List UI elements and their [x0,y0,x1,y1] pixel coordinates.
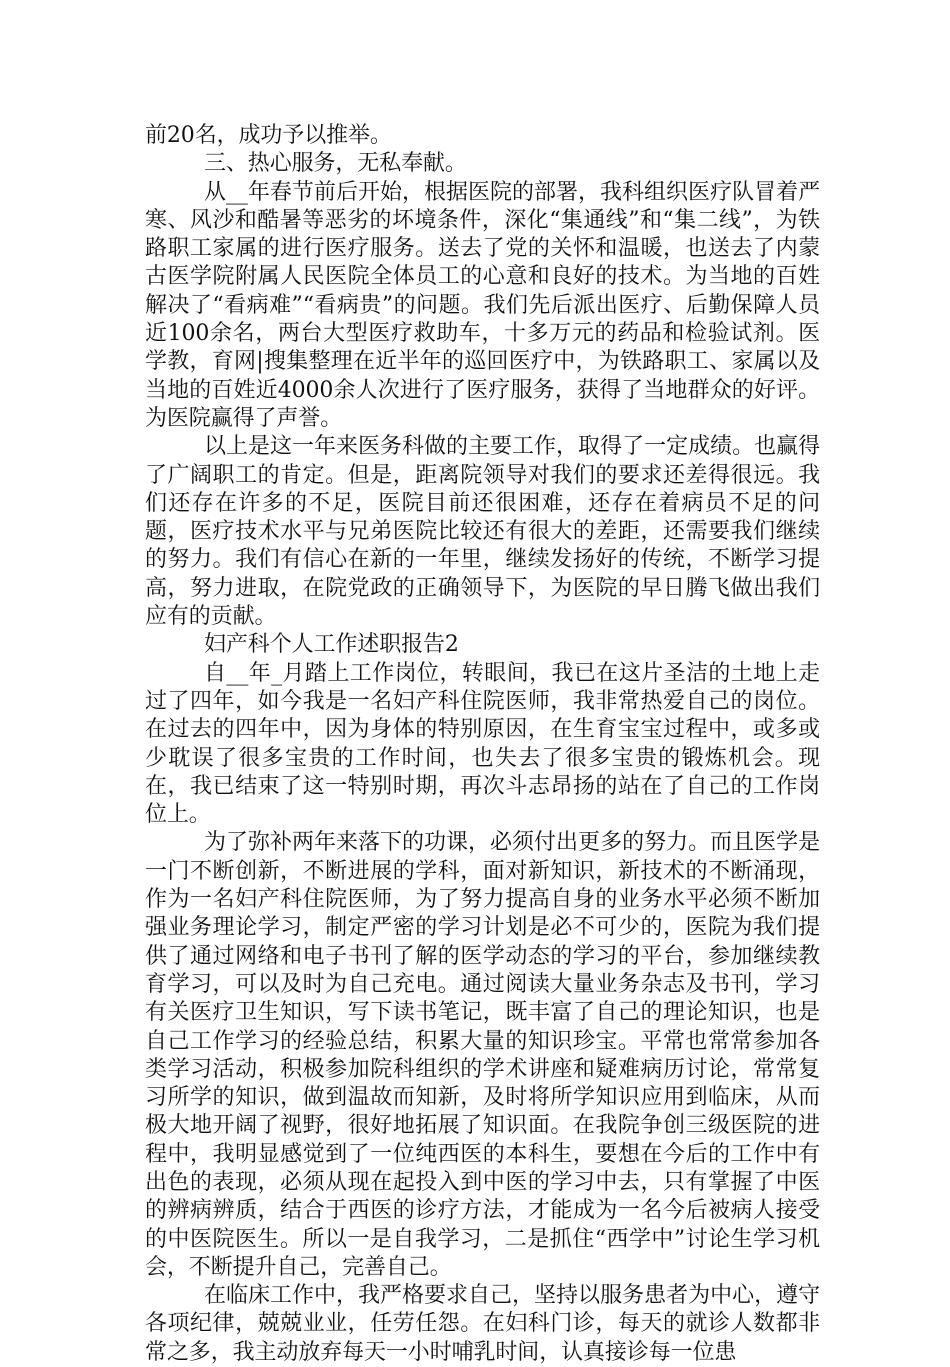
paragraph-clinical-work: 在临床工作中，我严格要求自己，坚持以服务患者为中心，遵守各项纪律，兢兢业业，任劳任怨。在妇科门诊，每天的就诊人数都非常之多，我主动放弃每天一小时哺乳时间，认真接诊每一位患 [145,1283,820,1365]
paragraph-recommendation-result: 前20名，成功予以推举。 [145,123,392,148]
paragraph-railway-medical-service: 从__年春节前后开始，根据医院的部署，我科组织医疗队冒着严寒、风沙和酷暑等恶劣的坏境条件，深化“集通线”和“集二线”，为铁路职工家属的进行医疗服务。送去了党的关怀和温暖，也送去了内蒙古医学院附属人民医院全体员工的心意和良好的技术。为当地的百姓解决了“看病难”“看病贵”的问题。我们先后派出医疗、后勤保障人员近100余名，两台大型医疗救助车，十多万元的药品和检验试剂。医学教，育网|搜集整理在近半年的巡回医疗中，为铁路职工、家属以及当地的百姓近4000余人次进行了医疗服务，获得了当地群众的好评。为医院赢得了声誉。 [145,179,820,431]
paragraph-year-summary: 以上是这一年来医务科做的主要工作，取得了一定成绩。也赢得了广阔职工的肯定。但是，距离院领导对我们的要求还差得很远。我们还存在许多的不足，医院目前还很困难，还存在着病员不足的问题，医疗技术水平与兄弟医院比较还有很大的差距，还需要我们继续的努力。我们有信心在新的一年里，继续发扬好的传统，不断学习提高，努力进取，在院党政的正确领导下，为医院的早日腾飞做出我们应有的贡献。 [145,434,820,630]
paragraph-study-efforts: 为了弥补两年来落下的功课，必须付出更多的努力。而且医学是一门不断创新，不断进展的学科，面对新知识，新技术的不断涌现，作为一名妇产科住院医师，为了努力提高自身的业务水平必须不断加强业务理论学习，制定严密的学习计划是必不可少的，医院为我们提供了通过网络和电子书刊了解的医学动态的学习的平台，参加继续教育学习，可以及时为自己充电。通过阅读大量业务杂志及书刊，学习有关医疗卫生知识，写下读书笔记，既丰富了自己的理论知识，也是自己工作学习的经验总结，积累大量的知识珍宝。平常也常常参加各类学习活动，积极参加院科组织的学术讲座和疑难病历讨论，常常复习所学的知识，做到温故而知新，及时将所学知识应用到临床，从而极大地开阔了视野，很好地拓展了知识面。在我院争创三级医院的进程中，我明显感觉到了一位纯西医的本科生，要想在今后的工作中有出色的表现，必须从现在起投入到中医的学习中去，只有掌握了中医的辨病辨质，结合于西医的诊疗方法，才能成为一名今后被病人接受的中医院医生。所以一是自我学习，二是抓住“西学中”讨论生学习机会，不断提升自己，完善自己。 [145,830,820,1280]
report-title-2: 妇产科个人工作述职报告2 [204,632,459,658]
document-body [145,122,820,1367]
paragraph-career-intro: 自__年_月踏上工作岗位，转眼间，我已在这片圣洁的土地上走过了四年，如今我是一名妇产科住院医师，我非常热爱自己的岗位。在过去的四年中，因为身体的特别原因，在生育宝宝过程中，或多或少耽误了很多宝贵的工作时间，也失去了很多宝贵的锻炼机会。现在，我已结束了这一特别时期，再次斗志昂扬的站在了自己的工作岗位上。 [145,660,820,828]
section-heading-service: 三、热心服务，无私奉献。 [204,151,467,177]
